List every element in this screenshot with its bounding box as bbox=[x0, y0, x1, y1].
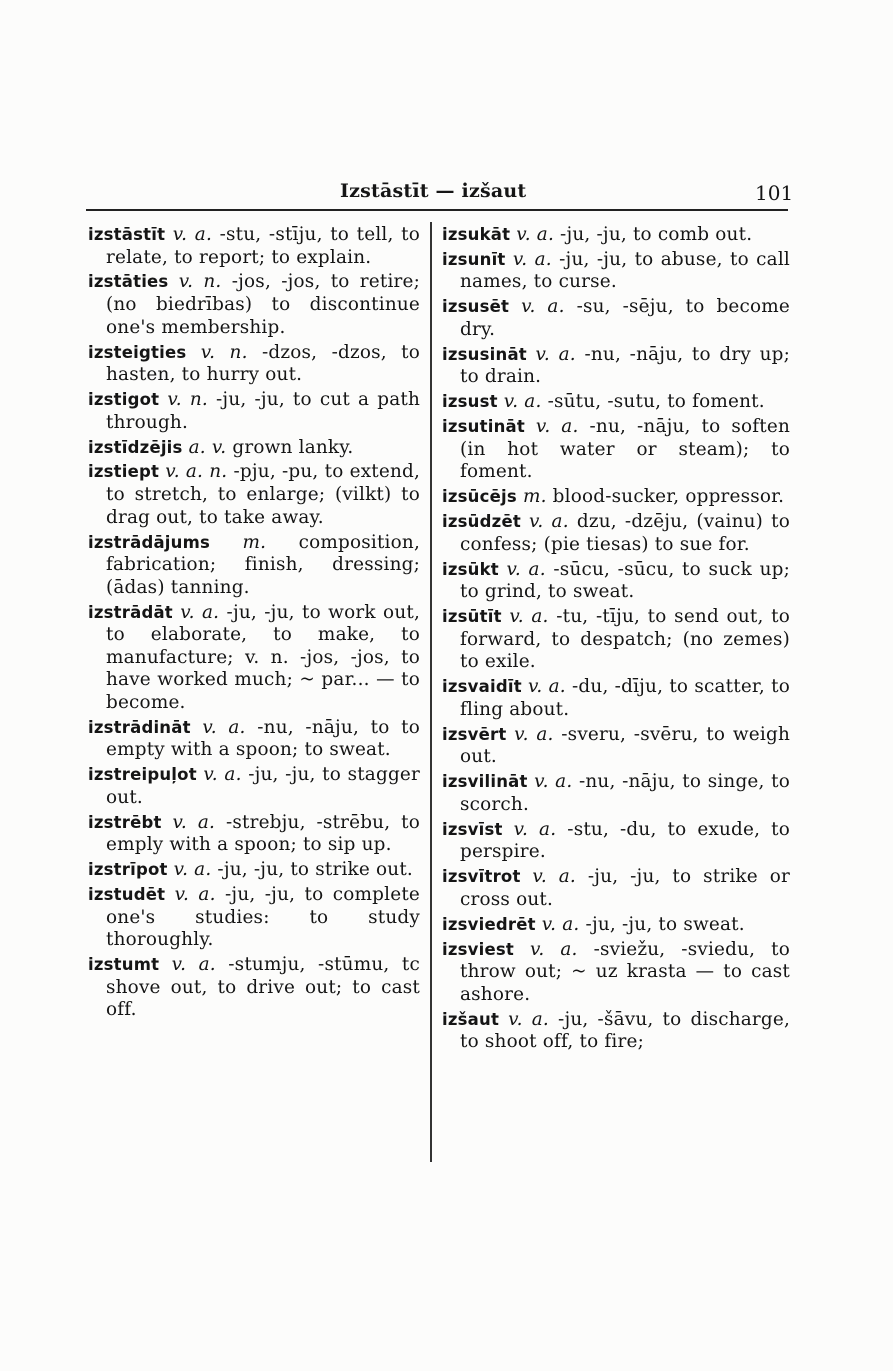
headword: izstrīpot bbox=[88, 860, 168, 880]
definition: -pju, -pu, to extend, to stretch, to enlarge; (vilkt) to drag out, to take away. bbox=[106, 461, 421, 528]
definition: -stumju, -stūmu, tc shove out, to drive out; to cast off. bbox=[106, 954, 421, 1021]
headword: izsviedrēt bbox=[442, 914, 536, 934]
definition: -strebju, -strēbu, to emply with a spoon; to sip up. bbox=[106, 811, 421, 856]
definition: -nu, -nāju, to soften (in hot water or steam); to foment. bbox=[460, 416, 790, 483]
part-of-speech: v. a. bbox=[172, 811, 216, 833]
part-of-speech: v. a. bbox=[506, 558, 546, 580]
left-column bbox=[88, 224, 420, 1024]
definition: -du, -dīju, to scatter, to fling about. bbox=[460, 676, 790, 720]
dictionary-entry bbox=[88, 954, 420, 1022]
dictionary-entry bbox=[88, 224, 420, 269]
dictionary-entry bbox=[442, 296, 790, 341]
header-rule bbox=[86, 209, 788, 211]
definition: -jos, -jos, to retire; (no biedrības) to discontinue one's membership. bbox=[106, 271, 421, 338]
definition: -ju, -ju, to abuse, to call names, to curse. bbox=[460, 248, 791, 293]
part-of-speech: m. bbox=[242, 531, 267, 553]
dictionary-entry bbox=[88, 884, 420, 952]
definition: grown lanky. bbox=[232, 436, 354, 458]
headword: izsūdzēt bbox=[442, 512, 521, 532]
headword: izšaut bbox=[442, 1009, 500, 1029]
dictionary-entry bbox=[442, 391, 790, 414]
headword: izstudēt bbox=[88, 885, 166, 905]
headword: izstrādājums bbox=[88, 532, 211, 552]
definition: -sūcu, -sūcu, to suck up; to grind, to sweat. bbox=[460, 558, 790, 603]
part-of-speech: v. a. bbox=[202, 716, 246, 738]
part-of-speech: v. a. bbox=[535, 416, 579, 438]
part-of-speech: v. a. bbox=[180, 601, 220, 623]
headword: izsvilināt bbox=[442, 772, 528, 792]
definition: -stu, -stīju, to tell, to relate, to report; to explain. bbox=[106, 224, 420, 268]
part-of-speech: v. a. bbox=[514, 723, 554, 745]
dictionary-entry bbox=[442, 866, 790, 911]
part-of-speech: v. a. bbox=[173, 859, 212, 881]
dictionary-entry bbox=[88, 859, 420, 882]
part-of-speech: v. a. bbox=[527, 676, 566, 698]
dictionary-entry bbox=[88, 602, 420, 715]
dictionary-entry bbox=[88, 532, 420, 600]
dictionary-entry bbox=[88, 437, 420, 460]
part-of-speech: v. a. bbox=[516, 224, 554, 245]
part-of-speech: v. a. bbox=[535, 343, 576, 365]
definition: blood-sucker, oppressor. bbox=[552, 486, 785, 508]
headword: izsunīt bbox=[442, 249, 506, 269]
definition: composition, fabrication; finish, dressing; (ādas) tanning. bbox=[106, 531, 420, 598]
definition: -ju, -šāvu, to discharge, to shoot off, to fire; bbox=[460, 1008, 791, 1053]
part-of-speech: a. v. bbox=[188, 436, 227, 458]
headword: izsviest bbox=[442, 939, 514, 959]
definition: -sviežu, -sviedu, to throw out; ~ uz krasta — to cast ashore. bbox=[460, 938, 790, 1005]
headword: izsvīst bbox=[442, 819, 503, 839]
headword: izstrādāt bbox=[88, 602, 173, 622]
part-of-speech: v. a. bbox=[508, 1008, 549, 1030]
dictionary-entry bbox=[442, 676, 790, 721]
dictionary-entry bbox=[442, 771, 790, 816]
part-of-speech: v. a. bbox=[512, 248, 552, 270]
headword: izsūkt bbox=[442, 559, 499, 579]
definition: -su, -sēju, to become dry. bbox=[460, 296, 790, 340]
definition: -nu, -nāju, to to empty with a spoon; to sweat. bbox=[106, 716, 420, 761]
part-of-speech: v. a. bbox=[532, 866, 576, 888]
headword: izsukāt bbox=[442, 225, 511, 244]
dictionary-entry bbox=[88, 342, 420, 387]
headword: izsūcējs bbox=[442, 487, 517, 507]
definition: -ju, -ju, to cut a path through. bbox=[106, 389, 421, 433]
part-of-speech: m. bbox=[522, 486, 547, 508]
dictionary-entry bbox=[442, 939, 790, 1007]
headword: izstīdzējis bbox=[88, 437, 183, 457]
dictionary-entry bbox=[442, 724, 790, 769]
headword: izsūtīt bbox=[442, 607, 502, 627]
headword: izsteigties bbox=[88, 342, 187, 362]
headword: izsvītrot bbox=[442, 867, 521, 887]
dictionary-entry bbox=[442, 559, 790, 604]
headword: izsvērt bbox=[442, 724, 507, 744]
definition: -sveru, -svēru, to weigh out. bbox=[460, 723, 790, 768]
part-of-speech: v. n. bbox=[167, 389, 208, 411]
dictionary-entry bbox=[442, 1009, 790, 1054]
dictionary-entry bbox=[442, 416, 790, 484]
definition: -ju, -ju, to sweat. bbox=[585, 913, 745, 935]
running-head: Izstāstīt — izšaut bbox=[340, 180, 527, 202]
headword: izstāties bbox=[88, 272, 169, 292]
dictionary-entry bbox=[88, 764, 420, 809]
headword: izsvaidīt bbox=[442, 677, 522, 697]
right-column bbox=[442, 224, 790, 1056]
headword: izstumt bbox=[88, 955, 160, 975]
definition: -stu, -du, to exude, to perspire. bbox=[460, 818, 791, 863]
headword: izstāstīt bbox=[88, 225, 166, 244]
dictionary-entry bbox=[442, 344, 790, 389]
definition: -ju, -ju, to strike out. bbox=[217, 859, 413, 881]
headword: izstrēbt bbox=[88, 812, 162, 832]
dictionary-entry bbox=[88, 717, 420, 762]
headword: izsusināt bbox=[442, 344, 527, 364]
definition: dzu, -dzēju, (vainu) to confess; (pie tiesas) to sue for. bbox=[460, 511, 790, 555]
part-of-speech: v. a. bbox=[171, 954, 216, 976]
definition: -ju, -ju, to work out, to elaborate, to make, to manufacture; v. n. -jos, -jos, to have worked much; ~ par... — to become. bbox=[106, 601, 420, 713]
definition: -ju, -ju, to comb out. bbox=[560, 224, 753, 245]
part-of-speech: v. a. bbox=[509, 606, 549, 628]
page-number: 101 bbox=[755, 181, 794, 205]
definition: -ju, -ju, to complete one's studies: to study thoroughly. bbox=[106, 884, 420, 951]
definition: -sūtu, -sutu, to foment. bbox=[547, 391, 765, 413]
dictionary-entry bbox=[442, 511, 790, 556]
part-of-speech: v. a. n. bbox=[165, 461, 228, 483]
definition: -dzos, -dzos, to hasten, to hurry out. bbox=[106, 341, 421, 386]
definition: -ju, -ju, to strike or cross out. bbox=[460, 866, 790, 910]
part-of-speech: v. a. bbox=[174, 884, 216, 906]
headword: izstrādināt bbox=[88, 717, 191, 737]
dictionary-entry bbox=[442, 224, 790, 247]
part-of-speech: v. a. bbox=[534, 771, 573, 793]
part-of-speech: v. n. bbox=[178, 271, 222, 293]
headword: izstigot bbox=[88, 390, 160, 410]
dictionary-entry bbox=[442, 606, 790, 674]
headword: izstreipuļot bbox=[88, 765, 197, 785]
headword: izstiept bbox=[88, 462, 160, 482]
part-of-speech: v. a. bbox=[529, 511, 569, 533]
dictionary-entry bbox=[442, 486, 790, 509]
dictionary-entry bbox=[442, 249, 790, 294]
part-of-speech: v. a. bbox=[172, 224, 212, 245]
part-of-speech: v. a. bbox=[529, 938, 578, 960]
part-of-speech: v. a. bbox=[503, 391, 542, 413]
definition: -tu, -tīju, to send out, to forward, to despatch; (no zemes) to exile. bbox=[460, 606, 790, 673]
dictionary-entry bbox=[442, 819, 790, 864]
definition: -nu, -nāju, to singe, to scorch. bbox=[460, 771, 790, 815]
part-of-speech: v. n. bbox=[200, 341, 248, 363]
part-of-speech: v. a. bbox=[513, 818, 557, 840]
definition: -ju, -ju, to stagger out. bbox=[106, 764, 420, 808]
dictionary-entry bbox=[88, 812, 420, 857]
definition: -nu, -nāju, to dry up; to drain. bbox=[460, 343, 791, 388]
headword: izsusēt bbox=[442, 297, 510, 317]
dictionary-entry bbox=[442, 914, 790, 937]
headword: izsust bbox=[442, 392, 498, 412]
dictionary-entry bbox=[88, 461, 420, 529]
headword: izsutināt bbox=[442, 417, 525, 437]
part-of-speech: v. a. bbox=[203, 764, 242, 786]
part-of-speech: v. a. bbox=[541, 913, 580, 935]
part-of-speech: v. a. bbox=[521, 296, 565, 318]
dictionary-entry bbox=[88, 271, 420, 339]
column-divider bbox=[430, 222, 432, 1162]
dictionary-entry bbox=[88, 389, 420, 434]
